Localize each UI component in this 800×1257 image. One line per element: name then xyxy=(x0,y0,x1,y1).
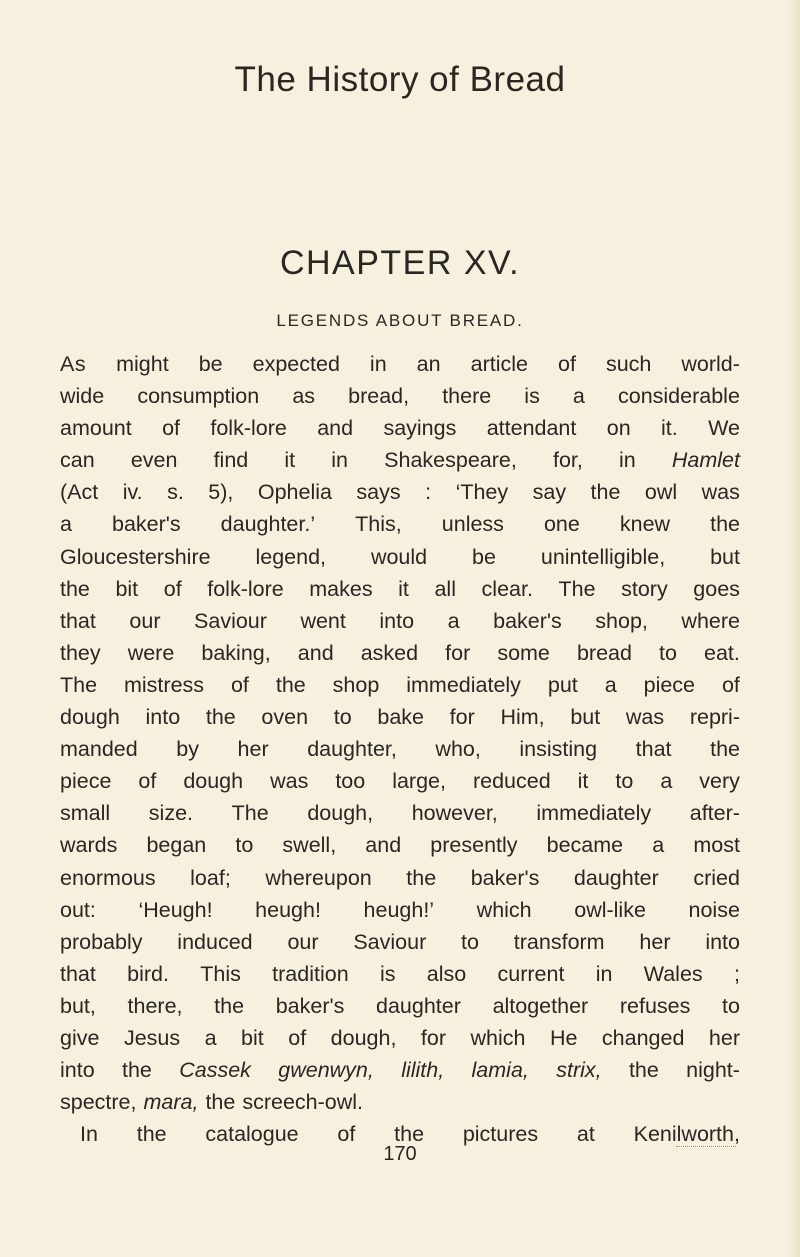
word: unintelligible, xyxy=(540,544,666,569)
word: refuses xyxy=(619,993,691,1018)
word: probably xyxy=(60,929,143,954)
word: night- xyxy=(686,1058,740,1083)
word: baker's xyxy=(275,993,345,1018)
word: is xyxy=(524,384,540,409)
word: and xyxy=(297,640,334,665)
word: This, xyxy=(355,512,402,537)
word: that xyxy=(60,961,96,986)
word: also xyxy=(426,961,467,986)
text-line xyxy=(60,733,740,765)
word: of xyxy=(337,1122,356,1147)
word: considerable xyxy=(617,384,740,409)
word: Ophelia xyxy=(257,480,332,505)
word: article xyxy=(470,352,528,376)
word: altogether xyxy=(492,993,589,1018)
word: give xyxy=(60,1025,100,1050)
word: of xyxy=(230,672,249,697)
text-line xyxy=(60,1086,740,1118)
word: Jesus xyxy=(123,1025,181,1050)
word: The xyxy=(231,801,269,826)
word: reduced xyxy=(472,769,551,794)
word: bread, xyxy=(348,384,410,409)
word: ‘They xyxy=(455,480,509,505)
word: oven xyxy=(261,705,309,730)
word: piece xyxy=(643,672,696,697)
word: insisting xyxy=(519,737,598,762)
text-line xyxy=(60,797,740,829)
word: was xyxy=(270,769,309,794)
word: folk-lore xyxy=(210,416,287,441)
word: such xyxy=(605,352,652,376)
word: size. xyxy=(148,801,194,826)
word: became xyxy=(546,833,624,858)
word: catalogue xyxy=(205,1122,299,1147)
word: even xyxy=(130,448,178,473)
word: was xyxy=(625,705,665,730)
text-line xyxy=(60,958,740,990)
word: asked xyxy=(360,640,419,665)
word: changed xyxy=(601,1025,685,1050)
word: some xyxy=(497,640,550,665)
word: goes xyxy=(693,576,740,601)
word: might xyxy=(116,352,169,376)
word: induced xyxy=(177,929,253,954)
word: be xyxy=(472,544,496,569)
section-title: LEGENDS ABOUT BREAD. xyxy=(276,311,524,330)
word: as xyxy=(292,384,316,409)
page-edge xyxy=(786,0,800,1257)
word: immediately xyxy=(536,801,652,826)
word: dough, xyxy=(307,801,374,826)
text-line xyxy=(60,701,740,733)
word: on xyxy=(606,416,631,441)
word: to xyxy=(333,705,352,730)
word: ; xyxy=(733,961,740,986)
text-line xyxy=(60,444,740,476)
word: gwenwyn, xyxy=(278,1058,374,1083)
word: We xyxy=(708,416,740,441)
word: to xyxy=(615,769,634,794)
word: the xyxy=(122,1058,152,1083)
word: it. xyxy=(661,416,678,441)
word: the xyxy=(205,1090,236,1115)
word: manded xyxy=(60,737,138,762)
word: bread xyxy=(576,640,632,665)
word: that xyxy=(60,608,96,633)
word: (Act xyxy=(60,480,99,505)
word: was xyxy=(701,480,740,505)
word: to xyxy=(722,993,740,1018)
word: dough xyxy=(60,705,120,730)
word: amount xyxy=(60,416,132,441)
word: s. xyxy=(167,480,184,505)
word: pictures xyxy=(462,1122,539,1147)
word: unless xyxy=(441,512,504,537)
text-line xyxy=(60,573,740,605)
word: one xyxy=(543,512,580,537)
word: it xyxy=(577,769,589,794)
word: enormous xyxy=(60,865,156,890)
word: were xyxy=(127,640,175,665)
word: of xyxy=(288,1025,307,1050)
word: a xyxy=(60,512,72,537)
text-line xyxy=(60,765,740,797)
word: they xyxy=(60,640,101,665)
word: shop xyxy=(332,672,380,697)
word: but xyxy=(710,544,740,569)
word: world- xyxy=(681,352,740,376)
running-head: The History of Bread xyxy=(234,60,566,99)
text-line xyxy=(60,637,740,669)
word: there xyxy=(442,384,492,409)
word: screech-owl. xyxy=(242,1090,364,1115)
text-line xyxy=(60,412,740,444)
text-line xyxy=(60,829,740,861)
word: baker's xyxy=(112,512,181,537)
text-line xyxy=(60,1022,740,1054)
word: transform xyxy=(513,929,605,954)
word: very xyxy=(699,769,740,794)
text-line xyxy=(60,1054,740,1086)
word: baker's xyxy=(493,608,562,633)
word: for xyxy=(420,1025,447,1050)
word: a xyxy=(204,1025,217,1050)
word: story xyxy=(621,576,668,601)
word: the xyxy=(710,737,740,762)
word: at xyxy=(576,1122,595,1147)
word: of xyxy=(721,672,740,697)
word: too xyxy=(335,769,366,794)
word: wide xyxy=(60,384,105,409)
word: legend, xyxy=(255,544,327,569)
word: an xyxy=(416,352,441,376)
word: baking, xyxy=(201,640,271,665)
chapter-title: CHAPTER XV. xyxy=(279,244,521,282)
word: of xyxy=(557,352,576,376)
word: Kenilworth, xyxy=(633,1122,740,1147)
word: consumption xyxy=(137,384,260,409)
word: is xyxy=(379,961,396,986)
word: large, xyxy=(392,769,446,794)
word: mara, xyxy=(143,1090,199,1115)
word: mistress xyxy=(124,672,205,697)
word: her xyxy=(639,929,671,954)
word: however, xyxy=(411,801,498,826)
word: Saviour xyxy=(353,929,427,954)
word: spectre, xyxy=(60,1090,137,1115)
word: knew xyxy=(619,512,671,537)
word: of xyxy=(138,769,157,794)
word: folk-lore xyxy=(207,576,284,601)
word: her xyxy=(708,1025,740,1050)
word: As xyxy=(60,352,87,376)
word: a xyxy=(572,384,585,409)
word: daughter xyxy=(573,865,659,890)
text-line xyxy=(60,669,740,701)
word: a xyxy=(604,672,617,697)
word: went xyxy=(300,608,346,633)
word: daughter xyxy=(376,993,461,1018)
word: iv. xyxy=(122,480,143,505)
word: in xyxy=(595,961,613,986)
word: owl xyxy=(644,480,678,505)
word: piece xyxy=(60,769,112,794)
word: repri- xyxy=(689,705,740,730)
word: to xyxy=(461,929,479,954)
word: The xyxy=(60,672,98,697)
word: : xyxy=(425,480,432,505)
word: the xyxy=(406,865,437,890)
text-line xyxy=(60,862,740,894)
word: Hamlet xyxy=(671,448,740,473)
word: swell, xyxy=(282,833,337,858)
word: heugh!’ xyxy=(363,897,435,922)
word: all xyxy=(434,576,456,601)
word: began xyxy=(146,833,207,858)
text-line xyxy=(60,926,740,958)
word: out: xyxy=(60,897,96,922)
word: says xyxy=(356,480,401,505)
word: into xyxy=(60,1058,95,1083)
word: for xyxy=(445,640,471,665)
word: that xyxy=(635,737,672,762)
word: current xyxy=(497,961,565,986)
word: heugh! xyxy=(255,897,321,922)
word: Wales xyxy=(643,961,703,986)
word: but, xyxy=(60,993,96,1018)
word: by xyxy=(176,737,199,762)
word: after- xyxy=(689,801,740,826)
text-line xyxy=(60,990,740,1022)
word: which xyxy=(476,897,532,922)
word: to xyxy=(659,640,677,665)
word: Gloucestershire xyxy=(60,544,211,569)
word: makes xyxy=(309,576,373,601)
word: but xyxy=(570,705,601,730)
word: of xyxy=(162,416,181,441)
word: immediately xyxy=(406,672,521,697)
word: in xyxy=(619,448,636,473)
word: there, xyxy=(127,993,183,1018)
word: find xyxy=(213,448,249,473)
word: clear. xyxy=(481,576,533,601)
word: it xyxy=(398,576,409,601)
word: This xyxy=(200,961,241,986)
word: of xyxy=(163,576,182,601)
text-line xyxy=(60,508,740,540)
word: wards xyxy=(60,833,118,858)
word: into xyxy=(705,929,740,954)
word: ‘Heugh! xyxy=(138,897,213,922)
word: a xyxy=(652,833,665,858)
word: the xyxy=(275,672,306,697)
word: the xyxy=(628,1058,659,1083)
word: baker's xyxy=(470,865,540,890)
word: eat. xyxy=(704,640,740,665)
word: it xyxy=(284,448,296,473)
word: bake xyxy=(377,705,424,730)
word: presently xyxy=(430,833,518,858)
word: say xyxy=(532,480,567,505)
word: attendant xyxy=(486,416,577,441)
word: for xyxy=(449,705,475,730)
word: owl-like xyxy=(574,897,646,922)
word: noise xyxy=(688,897,740,922)
word: whereupon xyxy=(265,865,372,890)
text-line xyxy=(60,894,740,926)
word: bit xyxy=(241,1025,264,1050)
word: the xyxy=(205,705,236,730)
word: a xyxy=(447,608,460,633)
word: loaf; xyxy=(190,865,231,890)
word: lamia, xyxy=(471,1058,529,1083)
word: and xyxy=(365,833,402,858)
word: most xyxy=(693,833,740,858)
text-line xyxy=(60,348,740,380)
text-line xyxy=(60,605,740,637)
word: into xyxy=(145,705,181,730)
word: where xyxy=(681,608,740,633)
word: our xyxy=(129,608,161,633)
word: tradition xyxy=(272,961,349,986)
word: for, xyxy=(552,448,583,473)
text-line xyxy=(60,476,740,508)
word: Saviour xyxy=(194,608,267,633)
page-number: 170 xyxy=(383,1143,417,1165)
word: The xyxy=(558,576,596,601)
word: the xyxy=(60,576,90,601)
word: strix, xyxy=(556,1058,602,1083)
word: shop, xyxy=(595,608,648,633)
word: bit xyxy=(115,576,139,601)
word: sayings xyxy=(383,416,457,441)
word: cried xyxy=(693,865,740,890)
folio-rule xyxy=(676,1146,736,1147)
body-text xyxy=(60,348,740,1150)
word: lilith, xyxy=(401,1058,445,1083)
word: dough xyxy=(183,769,244,794)
word: the xyxy=(394,1122,425,1147)
text-line xyxy=(60,380,740,412)
word: the xyxy=(590,480,621,505)
word: dough, xyxy=(330,1025,397,1050)
word: He xyxy=(549,1025,578,1050)
word: a xyxy=(660,769,673,794)
word: which xyxy=(470,1025,526,1050)
word: to xyxy=(235,833,254,858)
word: can xyxy=(60,448,95,473)
word: In xyxy=(80,1122,98,1147)
word: Him, xyxy=(500,705,545,730)
word: the xyxy=(136,1122,167,1147)
word: who, xyxy=(435,737,481,762)
word: our xyxy=(287,929,319,954)
word: in xyxy=(331,448,349,473)
word: her xyxy=(237,737,269,762)
word: daughter, xyxy=(307,737,397,762)
word: small xyxy=(60,801,111,826)
word: be xyxy=(198,352,223,376)
word: in xyxy=(369,352,387,376)
word: into xyxy=(379,608,415,633)
word: bird. xyxy=(127,961,169,986)
word: Cassek xyxy=(179,1058,251,1083)
word: expected xyxy=(252,352,340,376)
word: Shakespeare, xyxy=(384,448,517,473)
word: and xyxy=(317,416,354,441)
word: the xyxy=(710,512,740,537)
word: 5), xyxy=(208,480,234,505)
word: daughter.’ xyxy=(220,512,316,537)
text-line xyxy=(60,541,740,573)
word: put xyxy=(547,672,578,697)
word: the xyxy=(214,993,245,1018)
word: would xyxy=(370,544,428,569)
